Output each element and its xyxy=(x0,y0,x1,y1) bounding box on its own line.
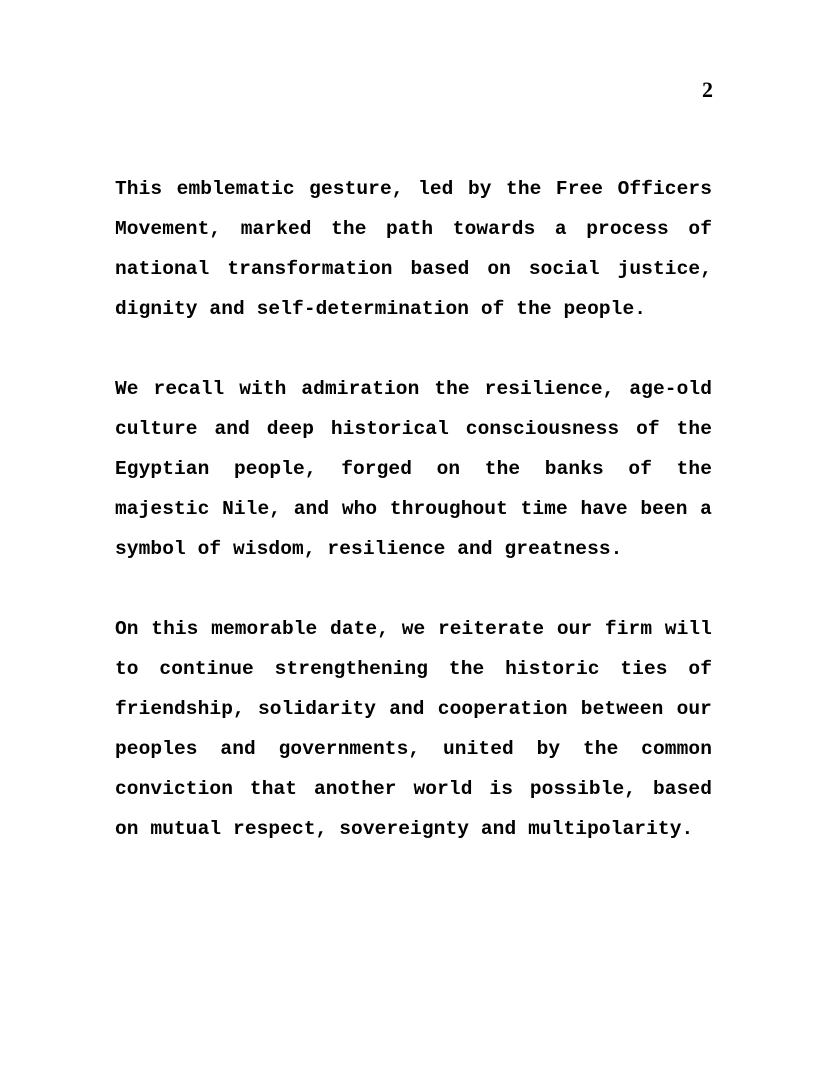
paragraph-egyptian-people: We recall with admiration the resilience, age-old culture and deep historical consciousness of the Egyptian people, forged on the banks of the majestic Nile, and who throughout time have been a symbol of wisdom, resilience and greatness. xyxy=(115,378,712,560)
paragraph-free-officers: This emblematic gesture, led by the Free Officers Movement, marked the path towards a process of national transformation based on social justice, dignity and self-determination of the people. xyxy=(115,178,712,320)
paragraph-ties-of-friendship: On this memorable date, we reiterate our firm will to continue strengthening the historic ties of friendship, solidarity and cooperation between our peoples and governments, united by the common conviction that another world is possible, based on mutual respect, sovereignty and multipolarity. xyxy=(115,618,712,840)
page-number: 2 xyxy=(702,77,713,102)
document-body xyxy=(115,169,712,849)
